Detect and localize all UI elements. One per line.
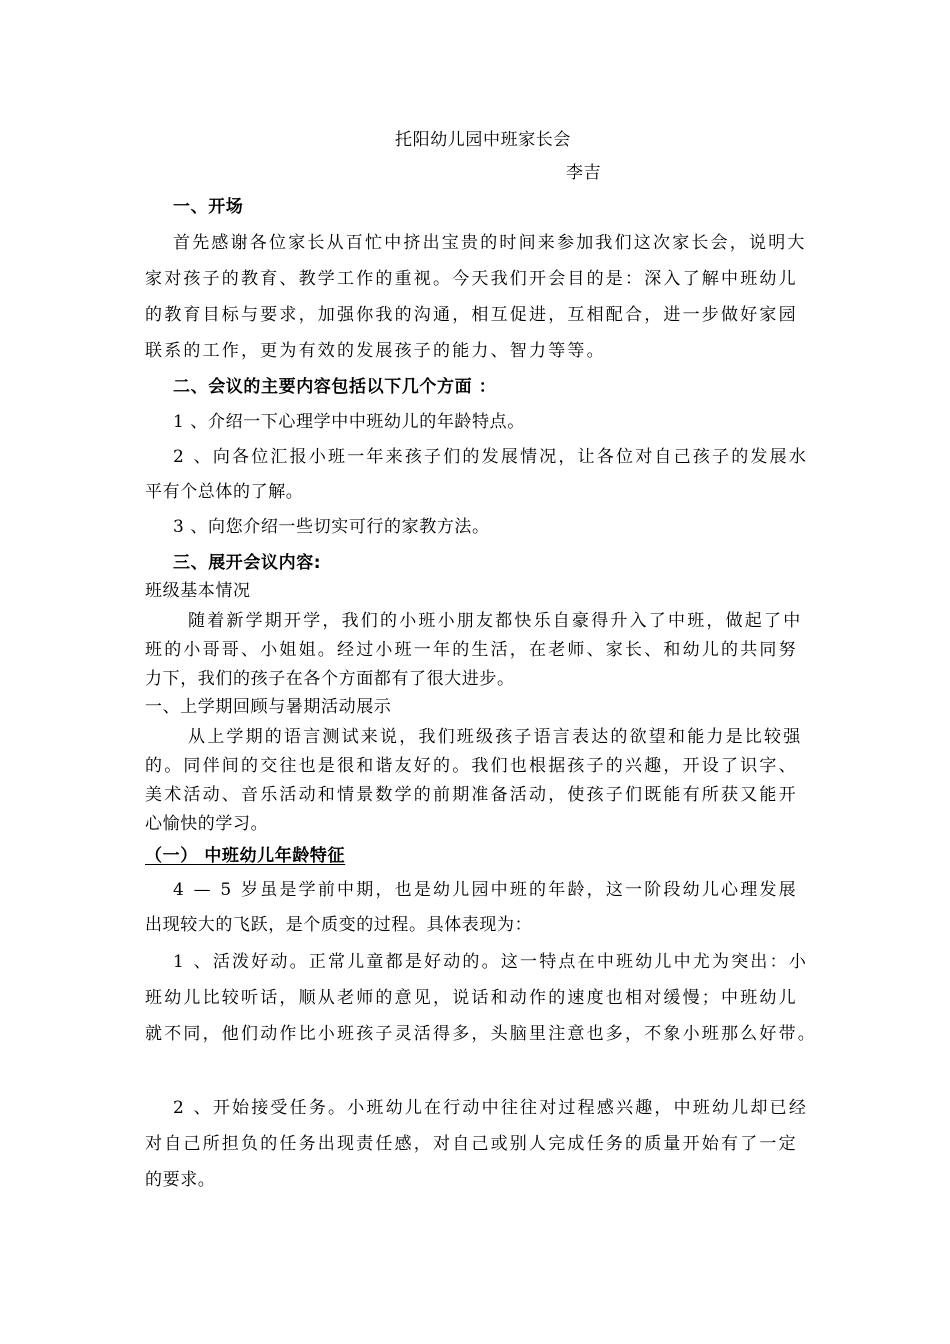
- paragraph-line: 的要求。: [145, 1170, 216, 1190]
- paragraph-line: 的。同伴间的交往也是很和谐友好的。我们也根据孩子的兴趣，开设了识字、: [145, 756, 798, 776]
- section-heading-agenda: 二、会议的主要内容包括以下几个方面 ：: [173, 377, 497, 397]
- section-heading-meeting: 三、展开会议内容:: [173, 553, 322, 573]
- paragraph-line: 出现较大的飞跃，是个质变的过程。具体表现为：: [145, 915, 533, 935]
- paragraph-line: 对自己所担负的任务出现责任感，对自己或别人完成任务的质量开始有了一定: [145, 1134, 798, 1154]
- paragraph-line: 2 、开始接受任务。小班幼儿在行动中往往对过程感兴趣，中班幼儿却已经: [173, 1098, 809, 1118]
- paragraph-line: 班幼儿比较听话，顺从老师的意见，说话和动作的速度也相对缓慢；中班幼儿: [145, 988, 798, 1008]
- paragraph-line: 随着新学期开学，我们的小班小朋友都快乐自豪得升入了中班，做起了中: [188, 611, 803, 631]
- agenda-item: 3 、向您介绍一些切实可行的家教方法。: [173, 517, 490, 537]
- paragraph-line: 班的小哥哥、小姐姐。经过小班一年的生活，在老师、家长、和幼儿的共同努: [145, 640, 798, 660]
- review-heading: 一、上学期回顾与暑期活动展示: [145, 697, 392, 717]
- paragraph-line: 家对孩子的教育、教学工作的重视。今天我们开会目的是：深入了解中班幼儿: [145, 269, 798, 289]
- paragraph-line: 1 、活泼好动。正常儿童都是好动的。这一特点在中班幼儿中尤为突出：小: [173, 952, 809, 972]
- age-features-heading: （一） 中班幼儿年龄特征: [145, 846, 346, 866]
- agenda-item: 1 、介绍一下心理学中中班幼儿的年龄特点。: [173, 412, 525, 432]
- agenda-item: 平有个总体的了解。: [145, 482, 304, 502]
- section-heading-opening: 一、开场: [173, 197, 244, 217]
- class-heading: 班级基本情况: [145, 581, 251, 601]
- agenda-item: 2 、向各位汇报小班一年来孩子们的发展情况，让各位对自己孩子的发展水: [173, 447, 809, 467]
- document-author: 李吉: [566, 163, 602, 183]
- paragraph-line: 首先感谢各位家长从百忙中挤出宝贵的时间来参加我们这次家长会，说明大: [173, 233, 807, 253]
- document-title: 托阳幼儿园中班家长会: [395, 130, 571, 150]
- paragraph-line: 从上学期的语言测试来说，我们班级孩子语言表达的欲望和能力是比较强: [188, 727, 803, 747]
- paragraph-line: 的教育目标与要求，加强你我的沟通，相互促进，互相配合，进一步做好家园: [145, 305, 798, 325]
- paragraph-line: 联系的工作，更为有效的发展孩子的能力、智力等等。: [145, 341, 606, 361]
- paragraph-line: 就不同，他们动作比小班孩子灵活得多，头脑里注意也多，不象小班那么好带。: [145, 1024, 817, 1044]
- paragraph-line: 美术活动、音乐活动和情景数学的前期准备活动，使孩子们既能有所获又能开: [145, 785, 798, 805]
- paragraph-line: 4 — 5 岁虽是学前中期，也是幼儿园中班的年龄，这一阶段幼儿心理发展: [173, 880, 798, 900]
- paragraph-line: 心愉快的学习。: [145, 814, 269, 834]
- paragraph-line: 力下，我们的孩子在各个方面都有了很大进步。: [145, 669, 515, 689]
